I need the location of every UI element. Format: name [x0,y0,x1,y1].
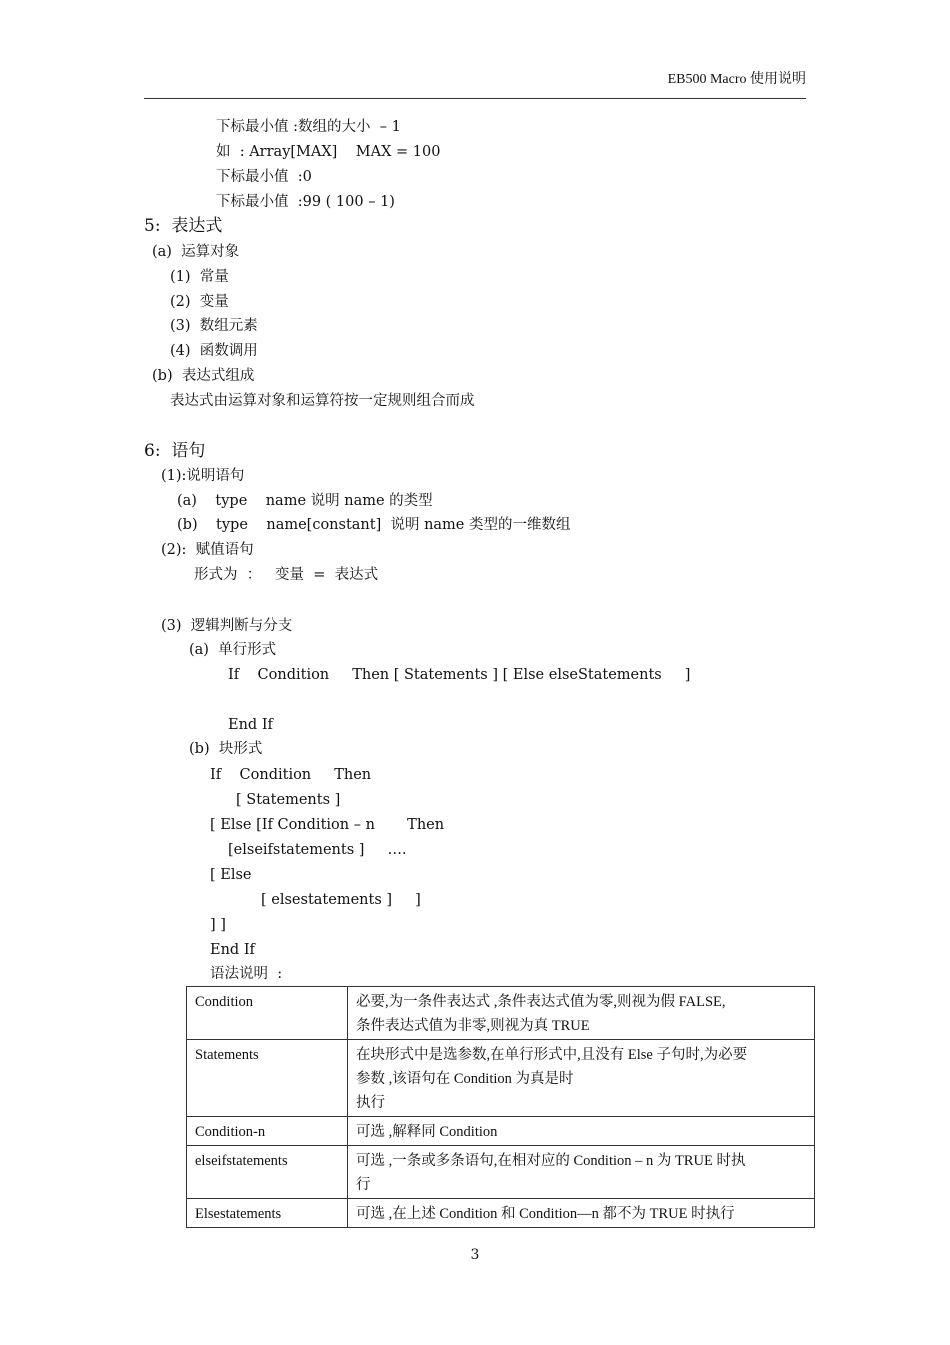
table-row [187,1040,815,1117]
desc-line: 可选 ,解释同 Condition [356,1124,498,1140]
desc-line: 条件表达式值为非零,则视为真 TRUE [356,1018,590,1034]
text-line: (a) 运算对象 [152,244,240,260]
page-header: EB500 Macro 使用说明 [667,72,806,87]
param-name: Statements [187,1040,348,1117]
code-line: If Condition Then [210,767,372,783]
page-number: 3 [470,1247,480,1263]
section-heading: 5: 表达式 [144,216,223,236]
param-desc [348,1117,815,1146]
text-line: (1) 常量 [170,269,229,285]
text-line: (4) 函数调用 [170,343,258,359]
code-line: [elseifstatements ] …. [228,842,407,858]
text-line: 下标最小值 :0 [216,169,312,185]
desc-line: 执行 [356,1095,385,1111]
code-line: End If [228,717,273,733]
code-line: [ Else [210,867,252,883]
desc-line: 在块形式中是选参数,在单行形式中,且没有 Else 子句时,为必要 [356,1047,748,1063]
table-row [187,1117,815,1146]
text-line: (b) type name[constant] 说明 name 类型的一维数组 [177,517,571,533]
syntax-table [186,986,815,1228]
table-row [187,1146,815,1199]
desc-line: 可选 ,一条或多条语句,在相对应的 Condition – n 为 TRUE 时执 [356,1153,746,1169]
text-line: (b) 表达式组成 [152,368,255,384]
code-line: [ Else [If Condition – n Then [210,817,445,833]
param-name: elseifstatements [187,1146,348,1199]
section-heading: 6: 语句 [144,441,206,461]
text-line: (2): 赋值语句 [161,542,254,558]
text-line: (b) 块形式 [189,741,263,757]
text-line: 表达式由运算对象和运算符按一定规则组合而成 [170,393,475,409]
param-desc [348,1199,815,1228]
param-desc [348,1040,815,1117]
text-line: 形式为 ： 变量 = 表达式 [194,567,379,583]
desc-line: 参数 ,该语句在 Condition 为真是时 [356,1071,574,1087]
code-line: End If [210,942,255,958]
desc-line: 行 [356,1177,371,1193]
text-line: 如 : Array[MAX] MAX = 100 [216,144,441,160]
text-line: (1):说明语句 [161,468,245,484]
text-line: (a) 单行形式 [189,642,277,658]
code-line: [ Statements ] [236,792,341,808]
code-line: ] ] [210,917,226,933]
param-desc [348,987,815,1040]
text-line: (3) 逻辑判断与分支 [161,618,293,634]
table-row [187,1199,815,1228]
table-row [187,987,815,1040]
param-name: Condition [187,987,348,1040]
param-desc [348,1146,815,1199]
text-line: 语法说明 : [210,966,283,982]
text-line: 下标最小值 :99 ( 100 – 1) [216,194,395,210]
param-name: Elsestatements [187,1199,348,1228]
desc-line: 必要,为一条件表达式 ,条件表达式值为零,则视为假 FALSE, [356,994,726,1010]
text-line: (a) type name 说明 name 的类型 [177,493,433,509]
header-rule [144,98,806,99]
text-line: (3) 数组元素 [170,318,258,334]
text-line: (2) 变量 [170,294,229,310]
text-line: 下标最小值 :数组的大小 – 1 [216,119,401,135]
param-name: Condition-n [187,1117,348,1146]
desc-line: 可选 ,在上述 Condition 和 Condition—n 都不为 TRUE 时执行 [356,1206,735,1222]
code-line: [ elsestatements ] ] [261,892,421,908]
code-line: If Condition Then [ Statements ] [ Else elseStatements ] [228,667,691,683]
